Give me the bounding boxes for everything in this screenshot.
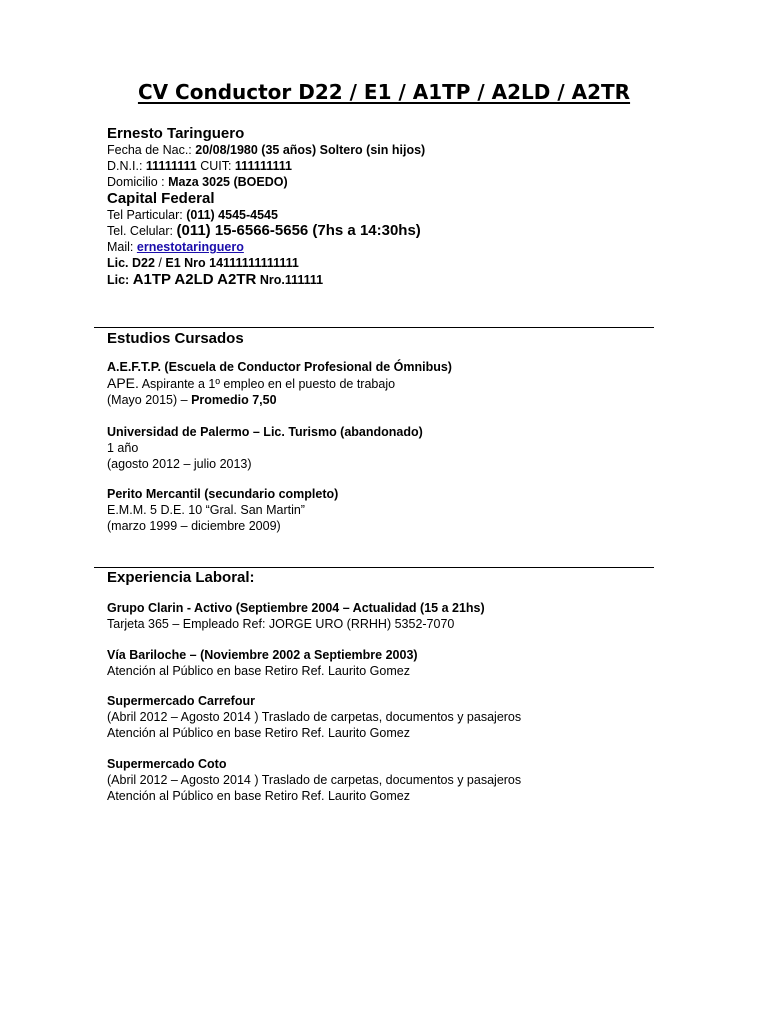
license-2-number: Nro.111111 (259, 273, 324, 287)
cell-value: (011) 15-6566-5656 (7hs a 14:30hs) (176, 222, 421, 239)
license-1-value: E1 Nro 14111111111111 (165, 256, 299, 270)
study-1-title: A.E.F.T.P. (Escuela de Conductor Profesional de Ómnibus) (107, 360, 452, 374)
studies-divider (94, 327, 654, 328)
studies-heading: Estudios Cursados (107, 330, 244, 347)
phone-line (107, 208, 278, 223)
work-divider (94, 567, 654, 568)
document-title (0, 80, 768, 104)
license-line-2 (107, 272, 323, 288)
license-1-separator: / (154, 256, 166, 270)
job-2-line: Atención al Público en base Retiro Ref. Laurito Gomez (107, 664, 410, 678)
address-value: Maza 3025 (BOEDO) (168, 175, 288, 189)
city: Capital Federal (107, 190, 215, 207)
phone-label: Tel Particular: (107, 208, 183, 222)
study-2-date: (agosto 2012 – julio 2013) (107, 457, 252, 471)
cuit-value: 111111111 (234, 159, 292, 173)
job-3-title: Supermercado Carrefour (107, 694, 255, 708)
study-3-date: (marzo 1999 – diciembre 2009) (107, 519, 281, 533)
cell-line (107, 223, 421, 239)
license-line-1 (107, 256, 299, 271)
job-2-title: Vía Bariloche – (Noviembre 2002 a Septiembre 2003) (107, 648, 418, 662)
birth-value: 20/08/1980 (35 años) Soltero (sin hijos) (195, 143, 426, 157)
license-2-label: Lic: (107, 273, 130, 287)
study-1-desc: Aspirante a 1º empleo en el puesto de trabajo (141, 377, 396, 391)
address-label: Domicilio : (107, 175, 165, 189)
job-3-line-1: (Abril 2012 – Agosto 2014 ) Traslado de carpetas, documentos y pasajeros (107, 710, 522, 724)
job-4-line-1: (Abril 2012 – Agosto 2014 ) Traslado de carpetas, documentos y pasajeros (107, 773, 522, 787)
job-1-title: Grupo Clarin - Activo (Septiembre 2004 – Actualidad (15 a 21hs) (107, 601, 485, 615)
study-3-line: E.M.M. 5 D.E. 10 “Gral. San Martin” (107, 503, 305, 517)
study-1-date-line (107, 393, 277, 408)
id-line (107, 159, 292, 174)
birth-label: Fecha de Nac.: (107, 143, 192, 157)
job-3-line-2: Atención al Público en base Retiro Ref. Laurito Gomez (107, 726, 410, 740)
dni-value: 11111111 (145, 159, 197, 173)
document-title-text: CV Conductor D22 / E1 / A1TP / A2LD / A2TR (137, 80, 631, 104)
job-1-line: Tarjeta 365 – Empleado Ref: JORGE URO (RRHH) 5352-7070 (107, 617, 455, 631)
mail-label: Mail: (107, 240, 134, 254)
license-1-label: Lic. D22 (107, 256, 155, 270)
study-1-average: Promedio 7,50 (191, 393, 277, 407)
study-2-title: Universidad de Palermo – Lic. Turismo (abandonado) (107, 425, 423, 439)
study-1-date: (Mayo 2015) – (107, 393, 188, 407)
job-4-line-2: Atención al Público en base Retiro Ref. Laurito Gomez (107, 789, 410, 803)
work-heading: Experiencia Laboral: (107, 569, 255, 586)
person-name: Ernesto Taringuero (107, 125, 245, 142)
birth-line (107, 143, 425, 158)
cell-label: Tel. Celular: (107, 224, 173, 238)
study-1-line (107, 376, 395, 392)
study-2-line: 1 año (107, 441, 139, 455)
mail-line (107, 240, 244, 255)
address-line (107, 175, 288, 190)
phone-value: (011) 4545-4545 (186, 208, 278, 222)
license-2-value: A1TP A2LD A2TR (132, 271, 257, 288)
study-3-title: Perito Mercantil (secundario completo) (107, 487, 339, 501)
job-4-title: Supermercado Coto (107, 757, 227, 771)
dni-label: D.N.I.: (107, 159, 143, 173)
cuit-label: CUIT: (200, 159, 232, 173)
mail-link[interactable]: ernestotaringuero (136, 240, 244, 254)
study-1-ape: APE. (107, 375, 139, 391)
